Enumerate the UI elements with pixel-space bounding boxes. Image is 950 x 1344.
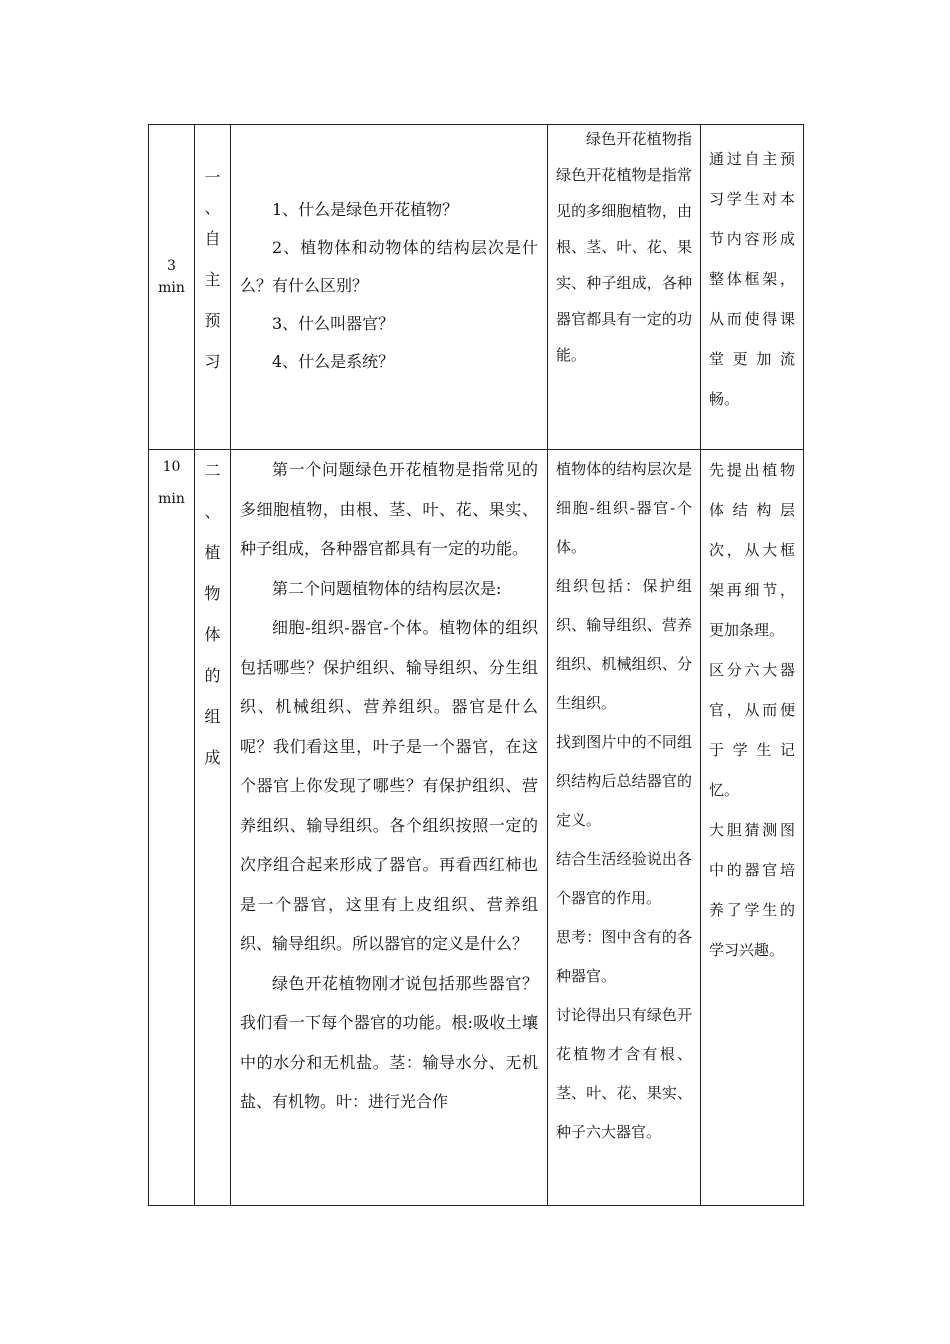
stage-char: 主 [204, 270, 221, 289]
intent-paragraph: 通过自主预习学生对本节内容形成整体框架，从而使得课堂更加流畅。 [709, 150, 795, 408]
lesson-plan-table [148, 124, 804, 1206]
stage-char: 植 [204, 543, 221, 562]
student-paragraph: 植物体的结构层次是细胞-组织-器官-个体。 [556, 460, 692, 556]
time-value: 10 [162, 459, 181, 475]
stage-char: 一 [204, 168, 221, 187]
content-paragraph: 第二个问题植物体的结构层次是: [272, 578, 502, 598]
stage-cell [195, 450, 231, 1206]
design-intent-cell [701, 450, 804, 1206]
table-row [149, 450, 804, 1206]
content-paragraph: 第一个问题绿色开花植物是指常见的多细胞植物，由根、茎、叶、花、果实、种子组成，各种器官都具有一定的功能。 [240, 460, 538, 558]
content-paragraph: 3、什么叫器官？ [272, 314, 395, 333]
intent-paragraph: 区分六大器官，从而便于学生记忆。 [709, 661, 795, 799]
stage-char: 的 [204, 666, 221, 685]
intent-paragraph: 大胆猜测图中的器官培养了学生的学习兴趣。 [709, 821, 795, 959]
time-cell [149, 450, 195, 1206]
stage-cell [195, 125, 231, 450]
student-paragraph: 结合生活经验说出各个器官的作用。 [556, 850, 692, 907]
stage-char: 预 [204, 311, 221, 330]
content-paragraph: 细胞-组织-器官-个体。植物体的组织包括哪些？保护组织、输导组织、分生组织、机械组织、营养组织。器官是什么呢？我们看这里，叶子是一个器官，在这个器官上你发现了哪些？有保护组织、营养组织、输导组织。各个组织按照一定的次序组合起来形成了器官。再看西红柿也是一个器官，这里有上皮组织、营养组织、输导组织。所以器官的定义是什么？ [240, 618, 538, 953]
student-paragraph: 绿色开花植物指绿色开花植物是指常见的多细胞植物，由根、茎、叶、花、果实、种子组成，各种器官都具有一定的功能。 [556, 130, 692, 364]
stage-char: 二 [204, 461, 221, 480]
content-paragraph: 绿色开花植物刚才说包括那些器官？我们看一下每个器官的功能。根:吸收土壤中的水分和无机盐。茎：输导水分、无机盐、有机物。叶：进行光合作 [240, 973, 538, 1111]
stage-char: 组 [204, 707, 221, 726]
time-cell [149, 125, 195, 450]
time-value: 3 [167, 258, 176, 274]
content-cell [231, 125, 548, 450]
student-paragraph: 找到图片中的不同组织结构后总结器官的定义。 [556, 733, 692, 829]
student-paragraph: 思考：图中含有的各种器官。 [556, 928, 692, 985]
content-paragraph: 1、什么是绿色开花植物？ [272, 200, 459, 219]
student-activity-cell [548, 125, 701, 450]
content-cell [231, 450, 548, 1206]
stage-char: 习 [204, 352, 221, 371]
stage-char: 物 [204, 584, 221, 603]
table-row [149, 125, 804, 450]
stage-char: 自 [204, 229, 221, 248]
intent-paragraph: 先提出植物体结构层次，从大框架再细节，更加条理。 [709, 461, 795, 639]
stage-char: 、 [204, 198, 221, 217]
time-unit: min [158, 280, 185, 296]
student-paragraph: 组织包括：保护组织、输导组织、营养组织、机械组织、分生组织。 [556, 577, 692, 712]
stage-char: 成 [204, 748, 221, 767]
content-paragraph: 2、植物体和动物体的结构层次是什么？有什么区别？ [240, 238, 538, 295]
design-intent-cell [701, 125, 804, 450]
stage-char: 、 [204, 502, 221, 521]
student-activity-cell [548, 450, 701, 1206]
stage-char: 体 [204, 625, 221, 644]
student-paragraph: 讨论得出只有绿色开花植物才含有根、茎、叶、花、果实、种子六大器官。 [556, 1006, 692, 1141]
time-unit: min [158, 491, 185, 507]
content-paragraph: 4、什么是系统？ [272, 352, 395, 371]
